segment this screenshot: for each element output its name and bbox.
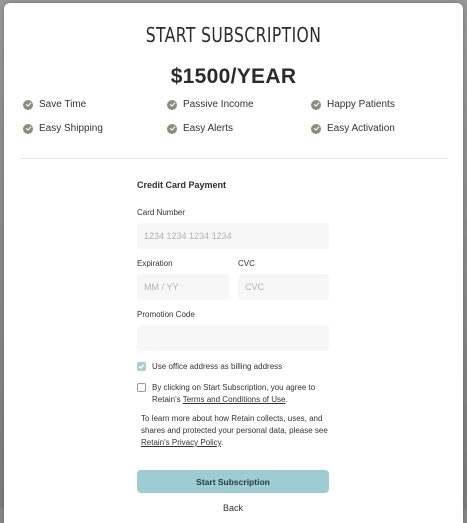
back-link[interactable]: Back (222, 503, 243, 513)
price-label: $1500/YEAR (170, 65, 297, 88)
billing-address-label: Use office address as billing address (152, 362, 283, 371)
feature-item (23, 99, 86, 110)
checkmark-icon (138, 363, 145, 370)
terms-prefix: By clicking on Start Subscription, you agree to Retain's (152, 383, 316, 404)
feature-label: Passive Income (183, 99, 254, 110)
billing-address-checkbox[interactable] (137, 362, 146, 371)
feature-label: Happy Patients (327, 99, 395, 110)
privacy-policy-link[interactable]: Retain's Privacy Policy (141, 438, 222, 447)
privacy-suffix: . (221, 438, 224, 447)
check-circle-icon (311, 124, 321, 134)
terms-row (137, 382, 329, 405)
billing-address-row (137, 361, 329, 373)
check-circle-icon (311, 100, 321, 110)
feature-item (167, 99, 254, 110)
terms-checkbox[interactable] (137, 383, 146, 392)
card-number-label: Card Number (137, 208, 186, 217)
card-number-input[interactable] (137, 223, 329, 249)
feature-item (23, 123, 103, 134)
section-divider (20, 158, 448, 159)
feature-item (167, 123, 233, 134)
start-subscription-button[interactable]: Start Subscription (137, 470, 329, 493)
privacy-notice (141, 413, 331, 449)
expiration-input[interactable] (137, 274, 229, 300)
feature-label: Easy Activation (327, 123, 395, 134)
check-circle-icon (167, 100, 177, 110)
privacy-prefix: To learn more about how Retain collects, uses, and shares and protected your personal data, please see (141, 414, 328, 435)
feature-label: Easy Shipping (39, 123, 103, 134)
form-section-title: Credit Card Payment (137, 180, 227, 190)
cvc-label: CVC (238, 259, 255, 268)
check-circle-icon (167, 124, 177, 134)
promotion-code-label: Promotion Code (137, 310, 195, 319)
terms-suffix: . (285, 394, 288, 404)
check-circle-icon (23, 100, 33, 110)
check-circle-icon (23, 124, 33, 134)
feature-label: Easy Alerts (183, 123, 234, 134)
expiration-label: Expiration (137, 259, 173, 268)
feature-list (23, 99, 453, 149)
feature-item (311, 99, 395, 110)
subscription-modal (4, 3, 463, 523)
terms-text (152, 382, 329, 405)
feature-item (311, 123, 395, 134)
feature-label: Save Time (39, 99, 87, 110)
terms-link[interactable]: Terms and Conditions of Use (182, 394, 286, 404)
cvc-input[interactable] (238, 274, 329, 300)
modal-title: START SUBSCRIPTION (145, 23, 322, 47)
promotion-code-input[interactable] (137, 325, 329, 351)
